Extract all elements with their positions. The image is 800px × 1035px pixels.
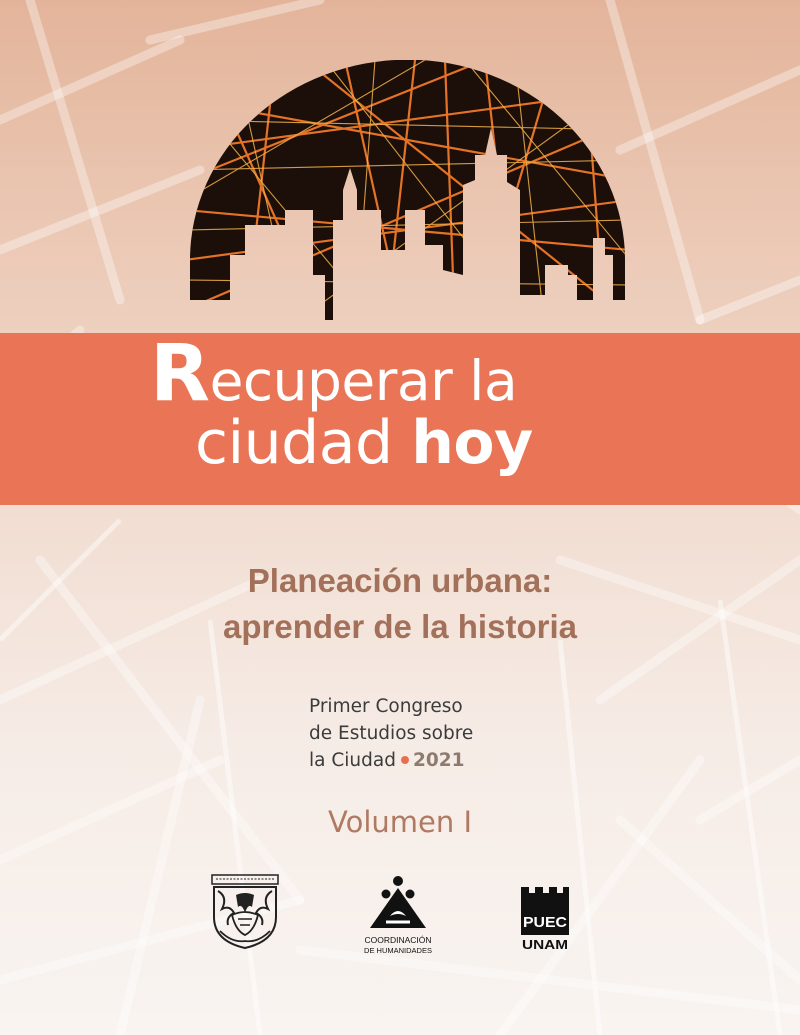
title-initial: R bbox=[150, 329, 210, 419]
puec-unam-logo bbox=[519, 885, 571, 953]
unam-seal-logo bbox=[208, 873, 282, 951]
title-line-2-bold: hoy bbox=[411, 408, 533, 478]
title-line-2 bbox=[195, 408, 750, 478]
coordinacion-label-1: COORDINACIÓN bbox=[364, 935, 432, 945]
congress-line-3 bbox=[309, 747, 569, 774]
bullet-dot-icon bbox=[401, 756, 409, 764]
congress-line-1: Primer Congreso bbox=[309, 696, 463, 717]
congress-line-2: de Estudios sobre bbox=[309, 723, 474, 744]
volume-label: Volumen I bbox=[327, 805, 472, 839]
subtitle-line-2: aprender de la historia bbox=[223, 608, 577, 645]
city-skyline-illustration bbox=[185, 60, 630, 330]
congress-year: 2021 bbox=[412, 750, 465, 771]
coordinacion-label-2: DE HUMANIDADES bbox=[364, 946, 432, 955]
congress-info bbox=[309, 693, 569, 774]
subtitle-line-1: Planeación urbana: bbox=[247, 562, 553, 599]
congress-line-3-text: la Ciudad bbox=[309, 750, 396, 771]
coordinacion-humanidades-logo bbox=[358, 872, 438, 962]
puec-label: PUEC bbox=[523, 914, 568, 931]
cover-subtitle bbox=[0, 558, 800, 650]
title-line-1-text: ecuperar la bbox=[209, 349, 518, 413]
title-line-2-text: ciudad bbox=[195, 408, 412, 478]
unam-label: UNAM bbox=[522, 937, 568, 952]
title-line-1 bbox=[150, 329, 750, 419]
cover-title bbox=[150, 329, 750, 478]
